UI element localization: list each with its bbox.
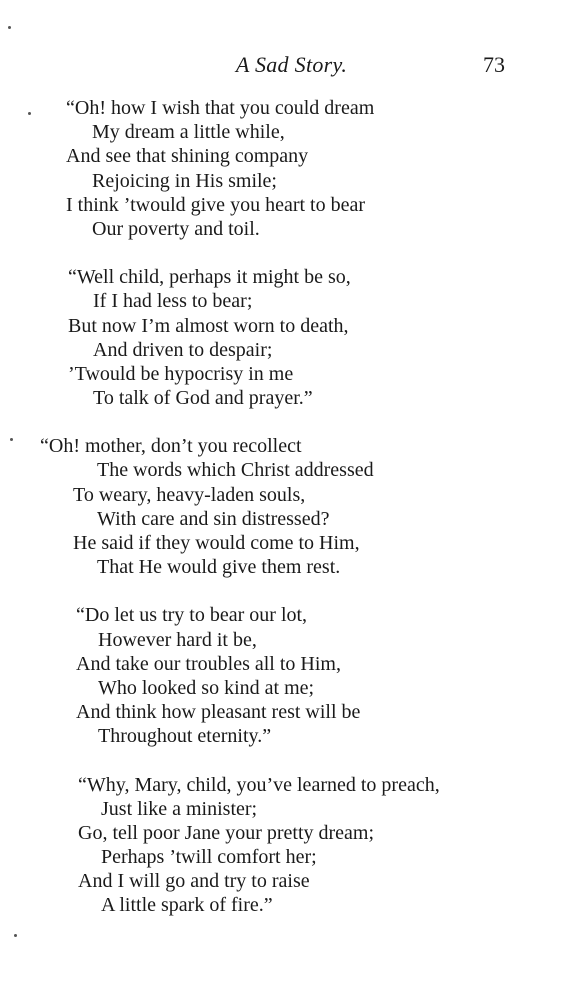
poem-line: With care and sin distressed?	[97, 507, 330, 530]
poem-line: He said if they would come to Him,	[73, 532, 360, 554]
print-speck	[14, 934, 17, 937]
print-speck	[10, 438, 13, 441]
poem-line: However hard it be,	[98, 628, 257, 651]
poem-line: And take our troubles all to Him,	[76, 652, 341, 675]
poem-line: Just like a minister;	[101, 797, 258, 820]
poem-line: Perhaps ’twill comfort her;	[101, 846, 317, 869]
print-speck	[28, 112, 31, 115]
poem-line: If I had less to bear;	[93, 290, 253, 313]
poem-line: And see that shining company	[66, 145, 309, 168]
stanza	[0, 434, 573, 579]
stanza	[0, 603, 573, 748]
running-title: A Sad Story.	[235, 52, 348, 77]
poem-line: To talk of God and prayer.”	[93, 387, 313, 410]
poem-line: The words which Christ addressed	[97, 459, 374, 482]
poem-line: Throughout eternity.”	[98, 725, 272, 748]
poem-line: Who looked so kind at me;	[98, 676, 315, 699]
poem-line: “Oh! mother, don’t you recollect	[40, 435, 302, 458]
poem-line: ’Twould be hypocrisy in me	[68, 362, 294, 385]
poem-line: I think ’twould give you heart to bear	[66, 193, 366, 216]
poem-line: But now I’m almost worn to death,	[68, 314, 349, 337]
poem-line: My dream a little while,	[92, 121, 285, 144]
poem-line: And I will go and try to raise	[78, 870, 310, 893]
poem-line: To weary, heavy-laden souls,	[73, 483, 306, 506]
poem-line: “Do let us try to bear our lot,	[76, 604, 308, 627]
poem-line: “Well child, perhaps it might be so,	[68, 266, 351, 289]
poem-line: Our poverty and toil.	[92, 217, 260, 240]
poem	[0, 96, 573, 942]
poem-line: And driven to despair;	[93, 338, 273, 361]
poem-line: Rejoicing in His smile;	[92, 169, 277, 192]
stanza	[0, 265, 573, 410]
stanza	[0, 96, 573, 241]
poem-line: That He would give them rest.	[97, 556, 341, 579]
poem-line: “Oh! how I wish that you could dream	[66, 97, 375, 119]
page-number: 73	[483, 52, 505, 77]
poem-line: Go, tell poor Jane your pretty dream;	[78, 821, 375, 844]
poem-line: “Why, Mary, child, you’ve learned to preach,	[78, 773, 440, 796]
poem-line: And think how pleasant rest will be	[76, 701, 361, 724]
poem-line: A little spark of fire.”	[101, 894, 273, 917]
print-speck	[8, 26, 11, 29]
stanza	[0, 773, 573, 918]
